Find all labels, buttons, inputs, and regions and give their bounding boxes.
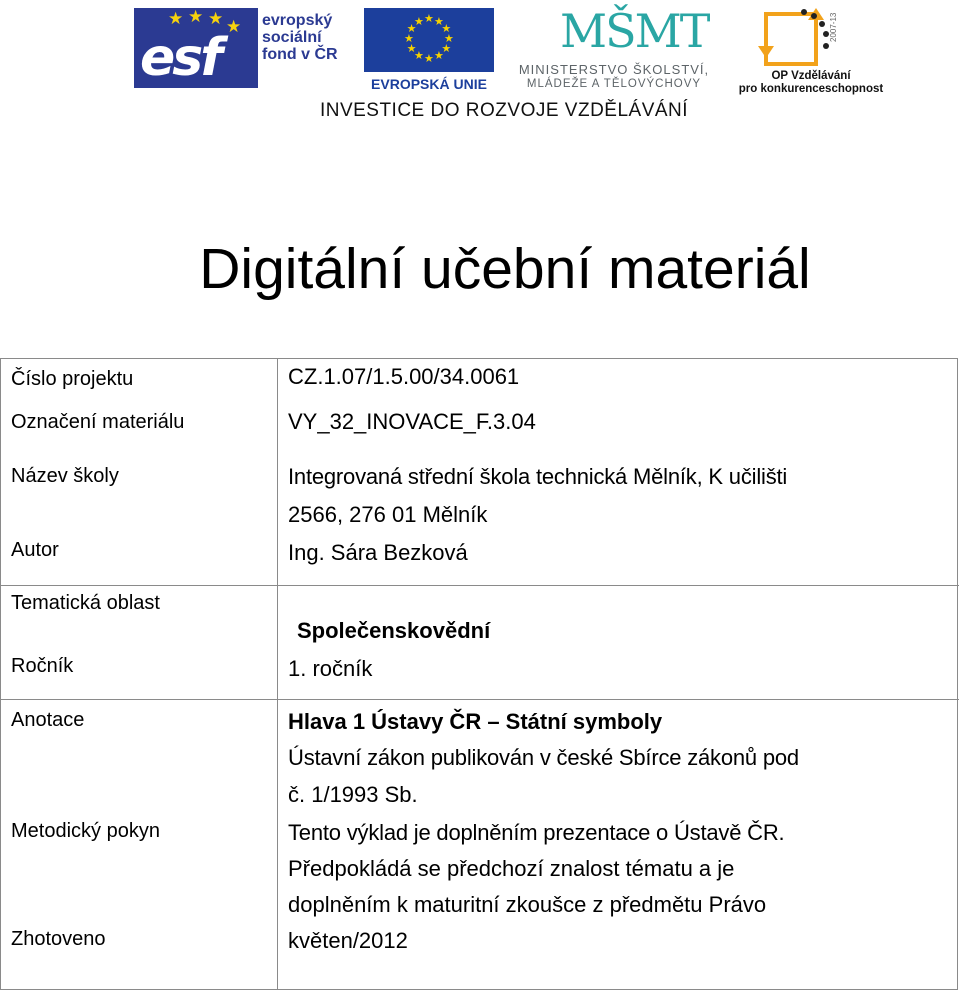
esf-text-line: sociální bbox=[262, 29, 322, 46]
value-project: CZ.1.07/1.5.00/34.0061 bbox=[288, 364, 520, 389]
esf-logo-mark bbox=[134, 8, 258, 88]
esf-text-line: evropský bbox=[262, 12, 333, 29]
label-area: Tematická oblast bbox=[11, 592, 160, 614]
op-text-line: OP Vzdělávání bbox=[771, 70, 851, 82]
star-icon: ★ bbox=[208, 9, 224, 28]
label-created: Zhotoveno bbox=[11, 928, 106, 950]
value-annotation: č. 1/1993 Sb. bbox=[288, 782, 418, 807]
eu-logo-label: EVROPSKÁ UNIE bbox=[371, 76, 487, 92]
label-author: Autor bbox=[11, 539, 59, 561]
label-annotation: Anotace bbox=[11, 709, 85, 731]
op-logo-mark bbox=[736, 6, 886, 70]
value-method: Tento výklad je doplněním prezentace o Ústavě ČR. bbox=[288, 820, 785, 845]
eu-logo bbox=[364, 8, 494, 92]
value-grade: 1. ročník bbox=[288, 656, 373, 681]
value-material: VY_32_INOVACE_F.3.04 bbox=[288, 409, 536, 434]
op-logo bbox=[736, 6, 886, 96]
msmt-text-line: MLÁDEŽE A TĚLOVÝCHOVY bbox=[526, 78, 702, 90]
value-method: doplněním k maturitní zkoušce z předmětu Právo bbox=[288, 892, 767, 917]
esf-wordmark: esf bbox=[140, 28, 220, 88]
star-icon: ★ bbox=[168, 9, 184, 28]
esf-logo-text bbox=[262, 12, 338, 63]
star-icon: ★ bbox=[414, 50, 424, 63]
logo-banner bbox=[0, 0, 960, 130]
msmt-logo-mark: MŠMT bbox=[560, 4, 709, 58]
value-created: květen/2012 bbox=[288, 928, 408, 953]
op-logo-text bbox=[736, 70, 886, 96]
star-icon: ★ bbox=[188, 7, 204, 26]
row-divider bbox=[1, 699, 959, 700]
op-year: 2007-13 bbox=[829, 12, 838, 42]
star-icon: ★ bbox=[444, 33, 454, 45]
op-text-line: pro konkurenceschopnost bbox=[738, 83, 884, 95]
star-icon: ★ bbox=[434, 50, 444, 63]
value-school: Integrovaná střední škola technická Mělník, K učilišti bbox=[288, 464, 788, 489]
label-school: Název školy bbox=[11, 465, 119, 487]
msmt-text-line: MINISTERSTVO ŠKOLSTVÍ, bbox=[518, 62, 710, 77]
star-icon: ★ bbox=[404, 33, 414, 45]
metadata-table bbox=[0, 358, 958, 990]
star-icon: ★ bbox=[226, 17, 242, 36]
column-divider bbox=[277, 359, 278, 989]
value-annotation: Ústavní zákon publikován v české Sbírce zákonů pod bbox=[288, 745, 799, 770]
value-school: 2566, 276 01 Mělník bbox=[288, 502, 488, 527]
star-icon: ★ bbox=[434, 15, 444, 28]
star-icon: ★ bbox=[414, 15, 424, 28]
banner-tagline: INVESTICE DO ROZVOJE VZDĚLÁVÁNÍ bbox=[319, 100, 689, 121]
star-icon: ★ bbox=[441, 23, 452, 35]
value-author: Ing. Sára Bezková bbox=[288, 540, 468, 565]
esf-text-line: fond v ČR bbox=[262, 46, 338, 63]
value-annotation-heading: Hlava 1 Ústavy ČR – Státní symboly bbox=[288, 709, 663, 734]
row-divider bbox=[1, 585, 959, 586]
star-icon: ★ bbox=[406, 43, 417, 55]
eu-flag-icon bbox=[364, 8, 494, 72]
star-icon: ★ bbox=[424, 53, 434, 65]
page-title: Digitální učební materiál bbox=[199, 237, 811, 301]
label-method: Metodický pokyn bbox=[11, 820, 160, 842]
value-method: Předpokládá se předchozí znalost tématu a je bbox=[288, 856, 735, 881]
esf-logo bbox=[134, 8, 356, 88]
label-material: Označení materiálu bbox=[11, 411, 185, 433]
star-icon: ★ bbox=[424, 13, 434, 25]
star-icon: ★ bbox=[406, 23, 417, 35]
label-project: Číslo projektu bbox=[11, 368, 134, 390]
value-area: Společenskovědní bbox=[297, 618, 491, 643]
star-icon: ★ bbox=[441, 43, 452, 55]
msmt-logo bbox=[502, 6, 726, 96]
label-grade: Ročník bbox=[11, 655, 74, 677]
